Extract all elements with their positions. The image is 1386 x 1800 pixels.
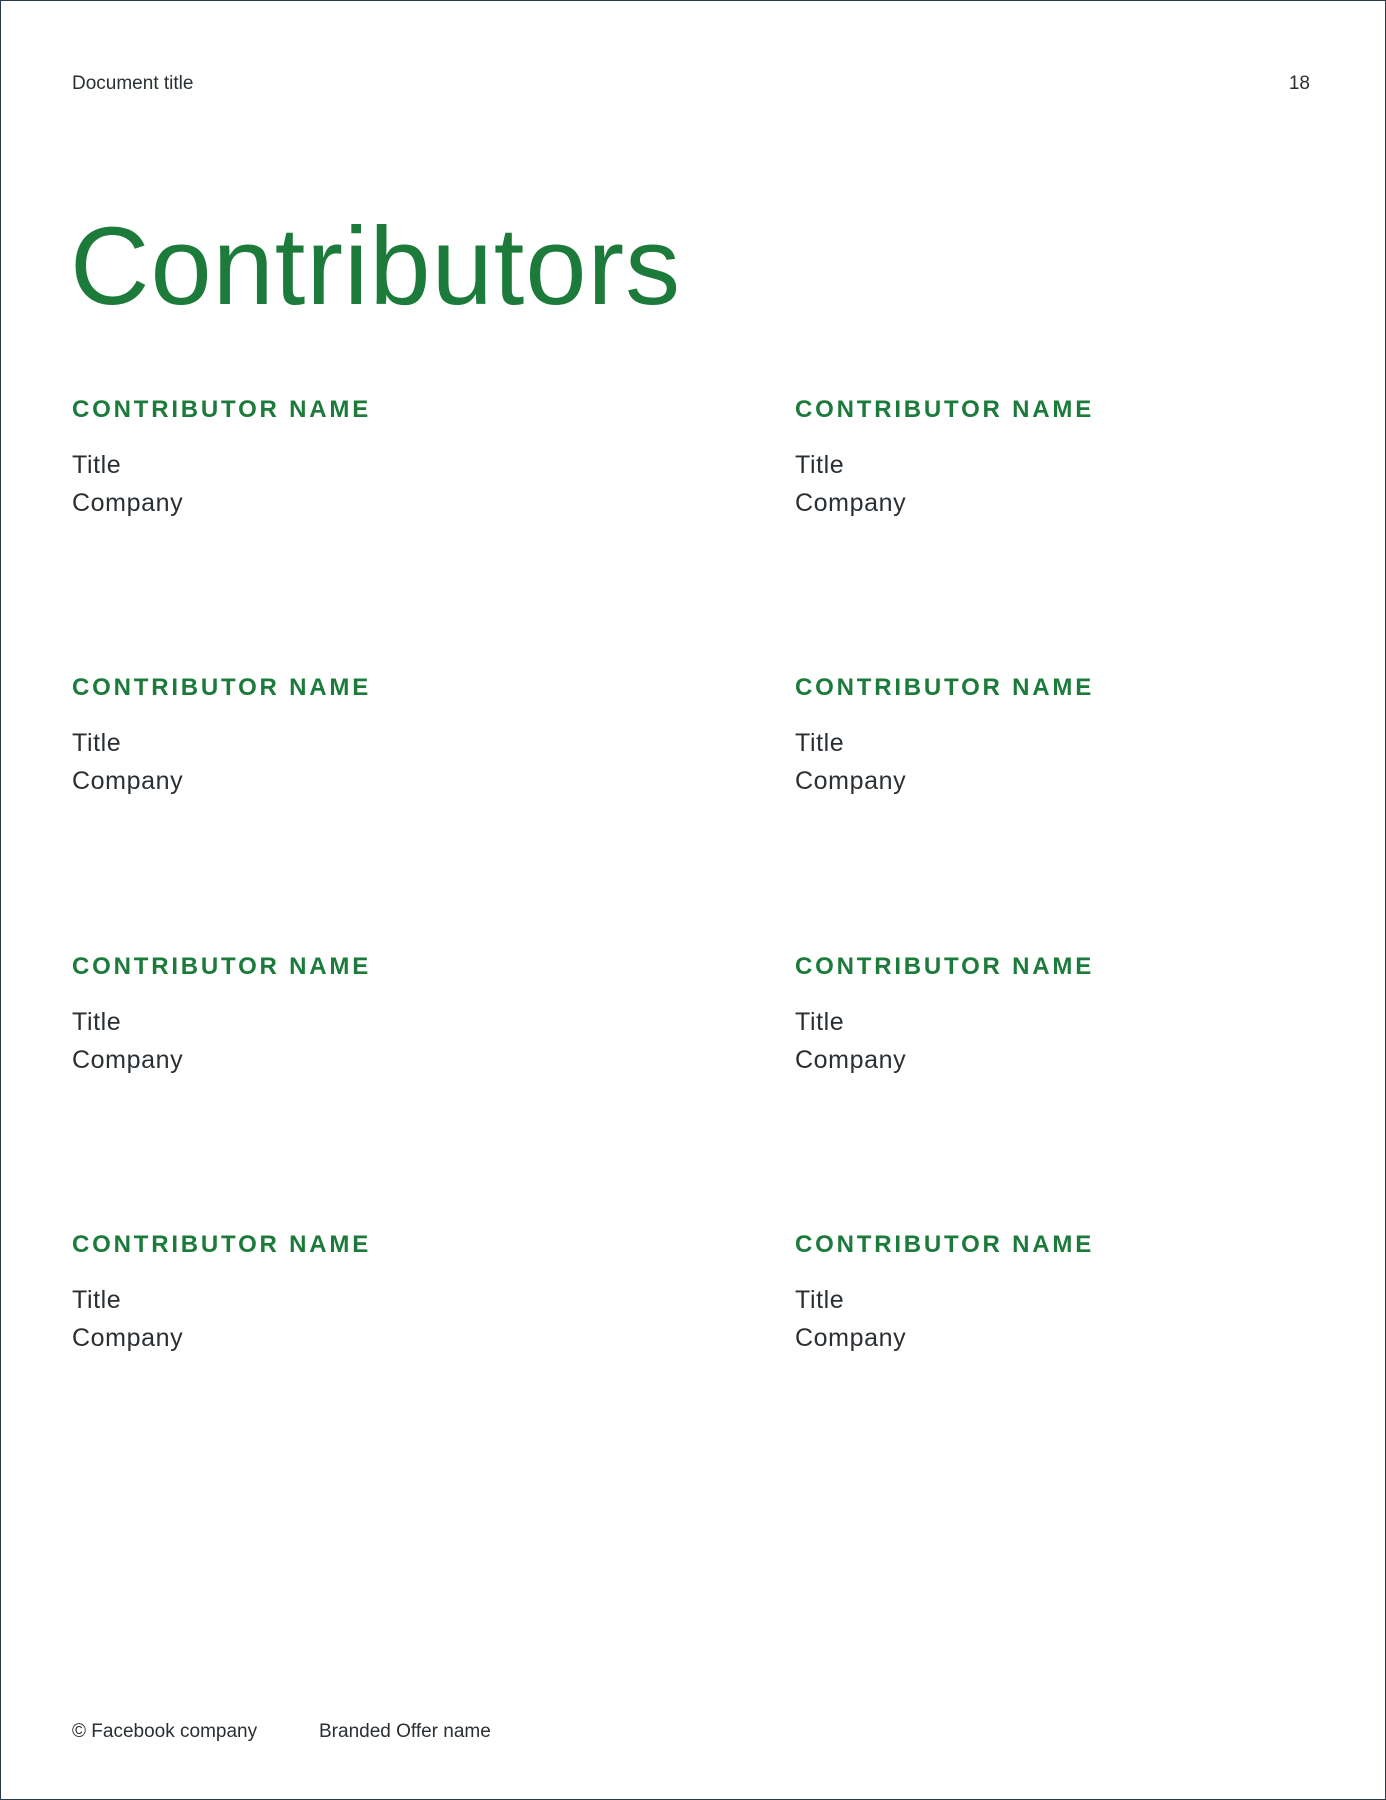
contributor-title: Title: [795, 1286, 845, 1314]
contributor-card: [795, 1229, 1355, 1429]
contributor-name: CONTRIBUTOR NAME: [72, 1231, 372, 1258]
footer-offer-name: Branded Offer name: [319, 1721, 491, 1742]
contributor-title: Title: [795, 451, 845, 479]
contributor-name: CONTRIBUTOR NAME: [72, 674, 372, 701]
contributor-title: Title: [72, 729, 122, 757]
page-number: 18: [1288, 73, 1310, 94]
contributor-company: Company: [795, 1046, 907, 1074]
contributor-name: CONTRIBUTOR NAME: [795, 953, 1095, 980]
contributor-company: Company: [72, 1324, 184, 1352]
contributor-card: [72, 394, 632, 594]
contributor-card: [72, 1229, 632, 1429]
contributor-name: CONTRIBUTOR NAME: [72, 953, 372, 980]
contributor-title: Title: [72, 1008, 122, 1036]
contributor-title: Title: [72, 1286, 122, 1314]
contributor-name: CONTRIBUTOR NAME: [795, 396, 1095, 423]
contributor-card: [795, 394, 1355, 594]
contributor-company: Company: [72, 1046, 184, 1074]
contributor-company: Company: [72, 767, 184, 795]
contributor-company: Company: [795, 489, 907, 517]
contributor-company: Company: [72, 489, 184, 517]
contributor-card: [795, 951, 1355, 1151]
contributor-name: CONTRIBUTOR NAME: [795, 674, 1095, 701]
document-title: Document title: [72, 73, 194, 94]
contributor-company: Company: [795, 767, 907, 795]
footer-copyright: © Facebook company: [72, 1721, 258, 1742]
contributor-card: [72, 672, 632, 872]
contributor-company: Company: [795, 1324, 907, 1352]
contributor-name: CONTRIBUTOR NAME: [795, 1231, 1095, 1258]
page-title: Contributors: [70, 205, 682, 328]
contributor-card: [72, 951, 632, 1151]
contributor-title: Title: [795, 729, 845, 757]
contributor-title: Title: [72, 451, 122, 479]
contributor-title: Title: [795, 1008, 845, 1036]
contributor-card: [795, 672, 1355, 872]
contributor-name: CONTRIBUTOR NAME: [72, 396, 372, 423]
